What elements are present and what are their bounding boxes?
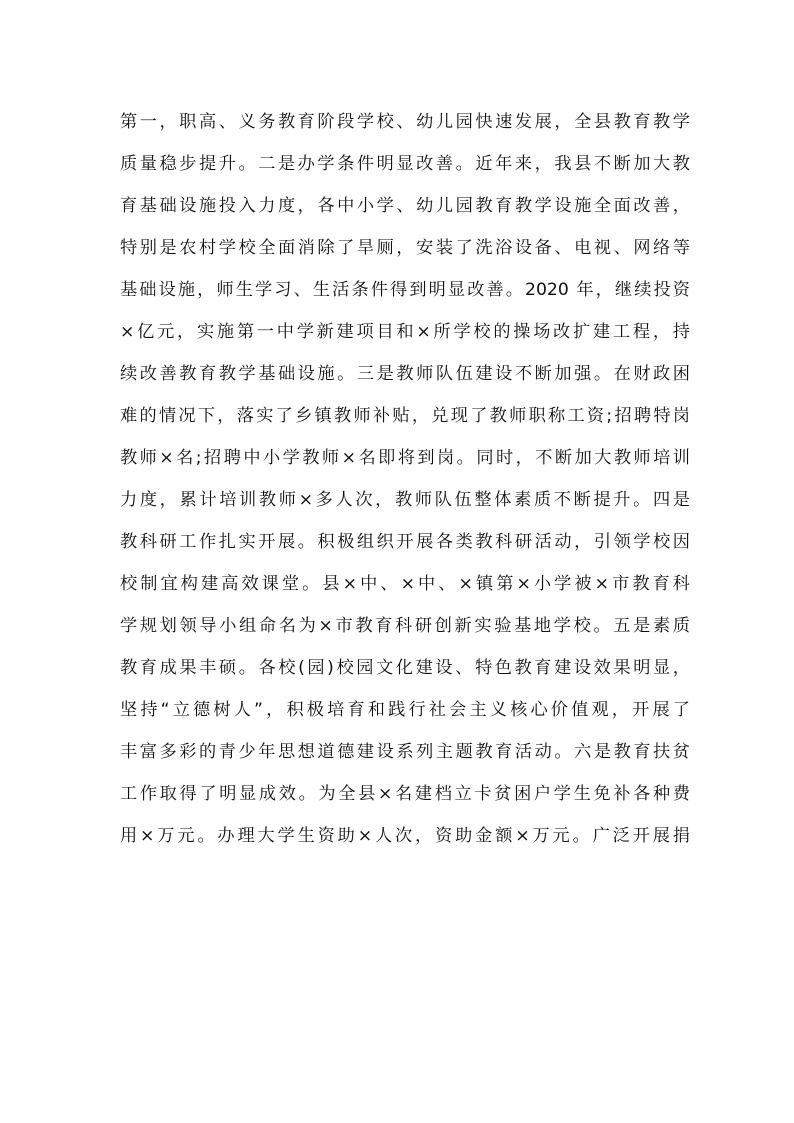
text-line: 第一，职高、义务教育阶段学校、幼儿园快速发展，全县教育教学	[120, 112, 690, 132]
text-line: 特别是农村学校全面消除了旱厕，安装了洗浴设备、电视、网络等	[120, 238, 690, 258]
text-line: 基础设施，师生学习、生活条件得到明显改善。2020 年，继续投资	[120, 280, 690, 300]
text-line: 教科研工作扎实开展。积极组织开展各类教科研活动，引领学校因	[120, 532, 690, 552]
body-paragraph	[120, 101, 690, 857]
text-line: 力度，累计培训教师×多人次，教师队伍整体素质不断提升。四是	[120, 490, 690, 510]
text-line: 续改善教育教学基础设施。三是教师队伍建设不断加强。在财政困	[120, 364, 690, 384]
text-line: 教师×名;招聘中小学教师×名即将到岗。同时，不断加大教师培训	[120, 448, 690, 468]
text-line: 教育成果丰硕。各校(园)校园文化建设、特色教育建设效果明显，	[120, 658, 690, 678]
text-line: 育基础设施投入力度，各中小学、幼儿园教育教学设施全面改善，	[120, 196, 690, 216]
text-line: 校制宜构建高效课堂。县×中、×中、×镇第×小学被×市教育科	[120, 574, 690, 594]
text-line: 难的情况下，落实了乡镇教师补贴，兑现了教师职称工资;招聘特岗	[120, 406, 690, 426]
text-line: 坚持“立德树人”，积极培育和践行社会主义核心价值观，开展了	[120, 700, 690, 720]
text-line: 用×万元。办理大学生资助×人次，资助金额×万元。广泛开展捐	[120, 826, 690, 846]
text-line: 学规划领导小组命名为×市教育科研创新实验基地学校。五是素质	[120, 616, 690, 636]
text-line: 丰富多彩的青少年思想道德建设系列主题教育活动。六是教育扶贫	[120, 742, 690, 762]
text-line: 工作取得了明显成效。为全县×名建档立卡贫困户学生免补各种费	[120, 784, 690, 804]
text-line: 质量稳步提升。二是办学条件明显改善。近年来，我县不断加大教	[120, 154, 690, 174]
text-line: ×亿元，实施第一中学新建项目和×所学校的操场改扩建工程，持	[120, 322, 690, 342]
